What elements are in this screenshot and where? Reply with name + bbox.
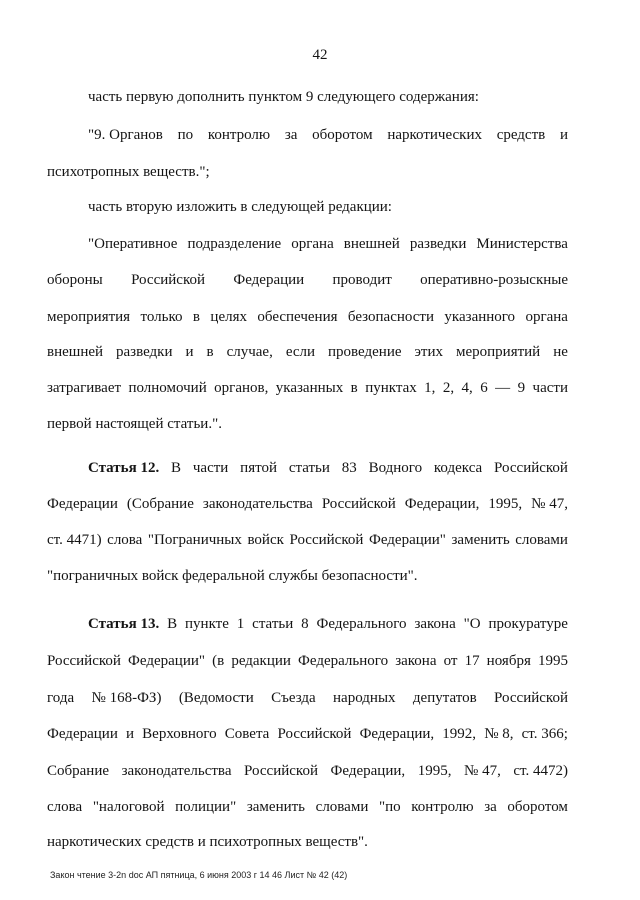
text-line: часть вторую изложить в следующей редакции: [88, 199, 392, 215]
word: прокуратуре [488, 616, 568, 632]
word: по [177, 127, 194, 143]
text-line: часть первую дополнить пунктом 9 следующего содержания: [88, 89, 479, 105]
word: Российской [494, 460, 568, 476]
word: мероприятия [47, 309, 131, 325]
word: № 168-ФЗ) [91, 690, 162, 706]
text-line [47, 342, 568, 362]
word: за [484, 799, 497, 815]
word: В [171, 460, 182, 476]
text-line [47, 530, 568, 550]
word: безопасности [347, 309, 435, 325]
word: контролю [411, 799, 474, 815]
word: части [532, 380, 568, 396]
text-line [88, 125, 568, 145]
word: Совета [224, 726, 270, 742]
word: проведение [328, 344, 402, 360]
word: 1995, [488, 496, 523, 512]
word: Российской [321, 496, 396, 512]
word: депутатов [412, 690, 477, 706]
word: войск [247, 532, 284, 548]
word: только [140, 309, 183, 325]
word: "9. Органов [88, 127, 163, 143]
word: от [443, 653, 458, 669]
word: ст. 366; [521, 726, 568, 742]
word: Российской [131, 272, 206, 288]
word: ст. 4472) [513, 763, 568, 779]
word: 1992, [442, 726, 477, 742]
article-13-label: Статья 13. [88, 616, 160, 632]
word: 6 [480, 380, 488, 396]
word: законодательства [202, 496, 313, 512]
text-line [47, 270, 568, 290]
text-line: "пограничных войск федеральной службы безопасности". [47, 568, 418, 584]
word: за [284, 127, 298, 143]
word: — [495, 380, 511, 396]
text-line [47, 307, 568, 327]
word: № 47, [531, 496, 568, 512]
word: словами [315, 799, 369, 815]
text-line: первой настоящей статьи.". [47, 416, 222, 432]
text-line [88, 458, 568, 478]
text-line [47, 378, 568, 398]
word: Федерации [47, 496, 118, 512]
text-line [47, 761, 568, 781]
word: Российской [277, 726, 352, 742]
word: "Пограничных [147, 532, 242, 548]
text-line [47, 724, 568, 744]
word: слова [47, 799, 83, 815]
word: статьи [252, 616, 294, 632]
word: 17 [464, 653, 480, 669]
word: этих [414, 344, 444, 360]
word: кодекса [433, 460, 483, 476]
word: оборотом [507, 799, 568, 815]
word: части [192, 460, 229, 476]
text-line: наркотических средств и психотропных веществ". [47, 834, 368, 850]
word: слова [107, 532, 143, 548]
word: законодательства [121, 763, 232, 779]
word: заменить [246, 799, 306, 815]
word: Федерации" [128, 653, 206, 669]
word: (Собрание [126, 496, 194, 512]
word: В [167, 616, 178, 632]
word: Федерации [47, 726, 118, 742]
word: заменить [451, 532, 510, 548]
text-line [88, 614, 568, 634]
word: статьи [288, 460, 330, 476]
word: Федерации, [330, 763, 406, 779]
article-12-label: Статья 12. [88, 460, 160, 476]
word: разведки [116, 344, 173, 360]
word: Водного [368, 460, 423, 476]
text-line: психотропных веществ."; [47, 164, 210, 180]
word: народных [333, 690, 396, 706]
word: средств [496, 127, 546, 143]
word: не [553, 344, 568, 360]
word: 83 [341, 460, 357, 476]
word: пятой [240, 460, 277, 476]
word: 8 [301, 616, 309, 632]
word: органа [525, 309, 568, 325]
word: закона [414, 616, 456, 632]
word: редакции [231, 653, 291, 669]
word: и [559, 127, 568, 143]
word: Российской [244, 763, 318, 779]
word: в [192, 309, 201, 325]
word: 2, [442, 380, 455, 396]
word: контролю [207, 127, 271, 143]
word: 1, [424, 380, 436, 396]
word: 9 [517, 380, 526, 396]
word: "О [463, 616, 481, 632]
footer: Закон чтение 3-2n doc АП пятница, 6 июня 2003 г 14 46 Лист № 42 (42) [50, 870, 348, 880]
word: если [285, 344, 316, 360]
word: внешней [343, 236, 400, 252]
text-line [47, 494, 568, 514]
word: Федерации, [359, 726, 435, 742]
word: органов, [214, 380, 269, 396]
word: пункте [185, 616, 229, 632]
text-line [47, 797, 568, 817]
word: Министерства [476, 236, 568, 252]
word: обеспечения [257, 309, 338, 325]
word: в [350, 380, 358, 396]
word: "по [379, 799, 401, 815]
word: целях [210, 309, 247, 325]
word: органа [291, 236, 334, 252]
word: ст. 4471) [47, 532, 102, 548]
word: подразделение [187, 236, 282, 252]
word: оборотом [312, 127, 373, 143]
word: (в [212, 653, 225, 669]
word: мероприятий [456, 344, 541, 360]
word: в [206, 344, 214, 360]
word: № 47, [464, 763, 501, 779]
word: (Ведомости [178, 690, 254, 706]
word: наркотических [387, 127, 482, 143]
word: Съезда [271, 690, 316, 706]
word: Российской [289, 532, 364, 548]
word: 1995 [537, 653, 568, 669]
word: указанных [275, 380, 344, 396]
word: Федерации [233, 272, 305, 288]
text-line [88, 234, 568, 254]
word: затрагивает [47, 380, 122, 396]
word: Российской [494, 690, 568, 706]
word: 4, [461, 380, 473, 396]
word: Федерального [316, 616, 407, 632]
word: Федерального [298, 653, 389, 669]
word: разведки [409, 236, 467, 252]
word: полномочий [128, 380, 207, 396]
word: полиции" [175, 799, 237, 815]
word: Верховного [142, 726, 217, 742]
word: случае, [226, 344, 273, 360]
word: обороны [47, 272, 103, 288]
word: 1995, [417, 763, 452, 779]
text-line [47, 688, 568, 708]
word: Федерации" [368, 532, 446, 548]
word: ноября [486, 653, 531, 669]
word: № 8, [484, 726, 514, 742]
word: Российской [47, 653, 121, 669]
word: "налоговой [92, 799, 165, 815]
word: Федерации, [404, 496, 480, 512]
word: пунктах [365, 380, 417, 396]
word: "Оперативное [88, 236, 178, 252]
word: Собрание [47, 763, 110, 779]
word: указанного [444, 309, 516, 325]
word: года [47, 690, 75, 706]
word: внешней [47, 344, 104, 360]
page-number: 42 [312, 47, 328, 63]
word: словами [515, 532, 568, 548]
word: проводит [332, 272, 392, 288]
word: и [185, 344, 194, 360]
text-line [47, 651, 568, 671]
word: оперативно-розыскные [420, 272, 568, 288]
word: закона [395, 653, 437, 669]
word: 1 [236, 616, 245, 632]
word: и [125, 726, 135, 742]
